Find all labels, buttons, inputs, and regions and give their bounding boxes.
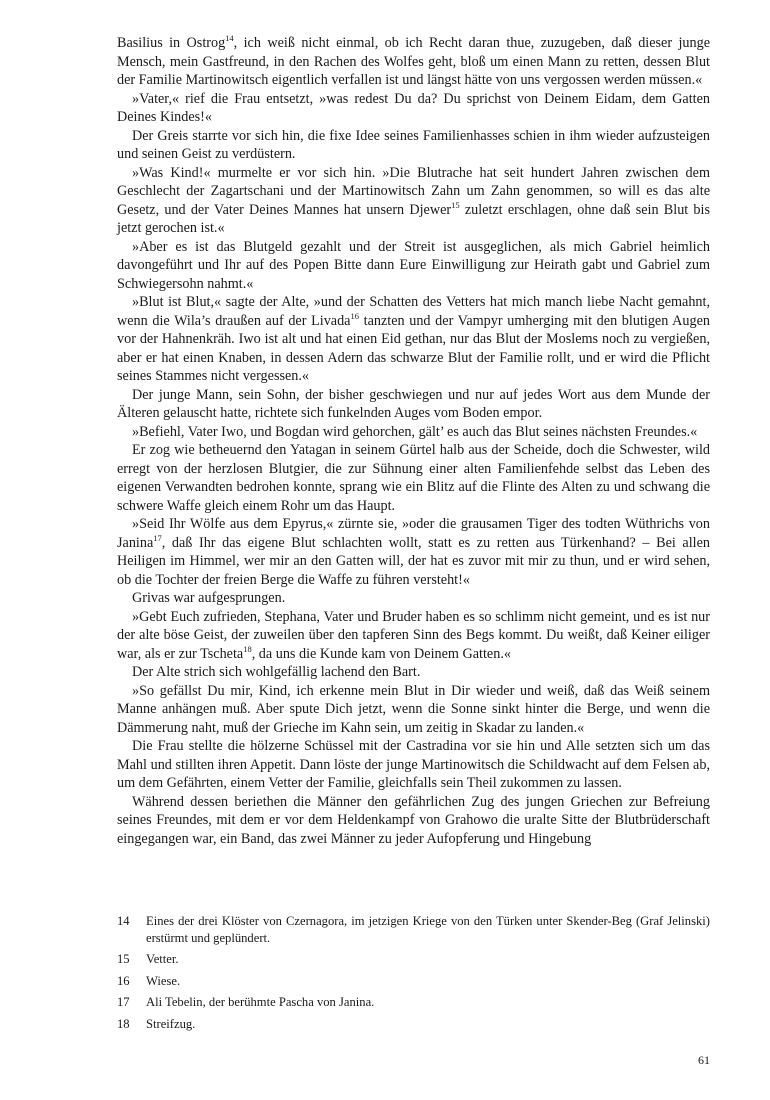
footnote-marker: 14 [225, 33, 234, 43]
footnote-text: Wiese. [146, 973, 181, 988]
footnote-marker: 15 [451, 199, 460, 210]
paragraph [117, 34, 710, 90]
footnote [117, 973, 710, 990]
footnote-number: 16 [117, 973, 130, 988]
footnote-text: Ali Tebelin, der berühmte Pascha von Janina. [146, 995, 375, 1009]
paragraph-text: »Was Kind!« murmelte er vor sich hin. »Die Blutrache hat seit hundert Jahren zwischen dem Geschlecht der Zagartschani und der Martinowitsch Zahn um Zahn genommen, so will es das alte Gesetz, und der Vater Deines Mannes hat unsern Djewer [117, 164, 710, 218]
paragraph-text: »So gefällst Du mir, Kind, ich erkenne mein Blut in Dir wieder und weiß, daß das Weiß seinem Manne anhängen muß. Aber spute Dich jetzt, wenn die Sonne sinkt hinter die Berge, und wenn die Dämmerung naht, muß der Grieche im Kahn sein, um zeitig in Skadar zu landen.« [117, 682, 710, 736]
footnote-marker: 16 [350, 310, 359, 321]
paragraph [117, 515, 710, 589]
paragraph-text: , da uns die Kunde kam von Deinem Gatten.« [251, 645, 511, 662]
paragraph-text: »Aber es ist das Blutgeld gezahlt und der Streit ist ausgeglichen, als mich Gabriel heimlich davongeführt und Ihr auf des Popen Bitte dann Eure Einwilligung zur Heirath gabt und Gabriel zum Schwiegersohn nahmt.« [117, 238, 710, 292]
page-number: 61 [698, 1053, 710, 1067]
paragraph-text: zuletzt erschlagen, ohne daß sein Blut bis jetzt gerochen ist.« [117, 201, 710, 236]
paragraph-text: »Blut ist Blut,« sagte der Alte, »und der Schatten des Vetters hat mich manch liebe Nacht gemahnt, wenn die Wila’s draußen auf der Livada [117, 294, 710, 329]
paragraph-text: Grivas war aufgesprungen. [132, 590, 286, 606]
paragraph [117, 423, 710, 442]
paragraph [117, 127, 710, 164]
footnote [117, 1016, 710, 1033]
paragraph [117, 386, 710, 423]
paragraph [117, 90, 710, 127]
paragraph-text: Basilius in Ostrog [117, 35, 226, 51]
paragraph [117, 793, 710, 849]
paragraph-text: , ich weiß nicht einmal, ob ich Recht daran thue, zuzugeben, daß dieser junge Mensch, mein Gastfreund, in den Rachen des Wolfes geht, bloß um einen Mann zu retten, dessen Blut der Familie Martinowitsch eigentlich verfallen ist und längst hätte von uns vergossen werden müssen.« [117, 35, 710, 88]
paragraph-text: Der Greis starrte vor sich hin, die fixe Idee seines Familienhasses schien in ihm wieder aufzusteigen und seinen Geist zu verdüstern. [117, 127, 710, 162]
footnote-number: 17 [117, 995, 130, 1009]
paragraph [117, 238, 710, 294]
paragraph [117, 589, 710, 608]
footnote-text: Streifzug. [146, 1016, 196, 1031]
footnote-number: 15 [117, 952, 130, 966]
body-text [117, 34, 710, 848]
paragraph [117, 682, 710, 738]
footnote-number: 18 [117, 1016, 130, 1031]
paragraph-text: »Gebt Euch zufrieden, Stephana, Vater und Bruder haben es so schlimm nicht gemeint, und es ist nur der alte böse Geist, der zuweilen über den tapferen Sinn des Begs kommt. Du weißt, daß Keiner eiliger war, als er zur Tscheta [117, 608, 710, 662]
paragraph [117, 164, 710, 238]
paragraph-text: Er zog wie betheuernd den Yatagan in seinem Gürtel halb aus der Scheide, doch die Schwester, wild erregt von der herzlosen Blutgier, die zur Sühnung einer alten Familienfehde selbst das Leben des eigenen Verwandten bedrohen konnte, sprang wie ein Blitz auf die Flinte des Alten zu und schwang die schwere Waffe gleich einem Rohr um das Haupt. [117, 442, 710, 514]
paragraph [117, 663, 710, 682]
paragraph-text: Die Frau stellte die hölzerne Schüssel mit der Castradina vor sie hin und Alle setzten sich um das Mahl und stillten ihren Appetit. Dann löste der junge Martinowitsch die Schildwacht auf dem Felsen ab, um dem Gefährten, einem Vetter der Familie, gleichfalls sein Theil zukommen zu lassen. [117, 738, 710, 791]
paragraph-text: »Seid Ihr Wölfe aus dem Epyrus,« zürnte sie, »oder die grausamen Tiger des todten Wüthrichs von Janina [117, 516, 710, 551]
paragraph [117, 608, 710, 664]
footnote [117, 951, 710, 968]
paragraph-text: Der Alte strich sich wohlgefällig lachend den Bart. [132, 664, 421, 680]
footnote-marker: 17 [153, 532, 162, 543]
paragraph-text: »Befiehl, Vater Iwo, und Bogdan wird gehorchen, gält’ es auch das Blut seines nächsten Freundes.« [132, 423, 698, 440]
footnote [117, 913, 710, 946]
paragraph-text: Während dessen beriethen die Männer den gefährlichen Zug des jungen Griechen zur Befreiung seines Freundes, mit dem er vor dem Heldenkampf von Grahowo die uralte Sitte der Blutbrüderschaft eingegangen war, ein Band, das zwei Männer zu jeder Aufopferung und Hingebung [117, 793, 710, 847]
footnote-text: Eines der drei Klöster von Czernagora, im jetzigen Kriege von den Türken unter Skender-Beg (Graf Jelinski) erstürmt und geplündert. [146, 914, 710, 945]
footnote-marker: 18 [243, 643, 252, 654]
paragraph-text: tanzten und der Vampyr umherging mit den blutigen Augen vor der Hahnenkräh. Iwo ist alt und hat einen Eid gethan, nur das Blut der Moslems noch zu vergießen, aber er hat einen Knaben, in dessen Adern das schwarze Blut der Familie rollt, und er wird die Pflicht seines Stammes nicht vergessen.« [117, 312, 710, 384]
footnotes [117, 913, 710, 1037]
paragraph-text: Der junge Mann, sein Sohn, der bisher geschwiegen und nur auf jedes Wort aus dem Munde der Älteren gelauscht hatte, richtete sich funkelnden Auges vom Boden empor. [117, 386, 710, 421]
paragraph [117, 737, 710, 793]
paragraph [117, 441, 710, 515]
footnote [117, 994, 710, 1011]
paragraph-text: , daß Ihr das eigene Blut schlachten wollt, statt es zu retten aus Türkenhand? – Bei allen Heiligen im Himmel, wer mir an den Gatten will, der hat es zuvor mit mir zu thun, und er wird sehen, ob die Tochter der freien Berge die Waffe zu führen versteht!« [117, 534, 710, 588]
footnote-number: 14 [117, 914, 130, 928]
paragraph [117, 293, 710, 386]
paragraph-text: »Vater,« rief die Frau entsetzt, »was redest Du da? Du sprichst von Deinem Eidam, dem Gatten Deines Kindes!« [117, 90, 710, 125]
footnote-text: Vetter. [146, 952, 179, 966]
